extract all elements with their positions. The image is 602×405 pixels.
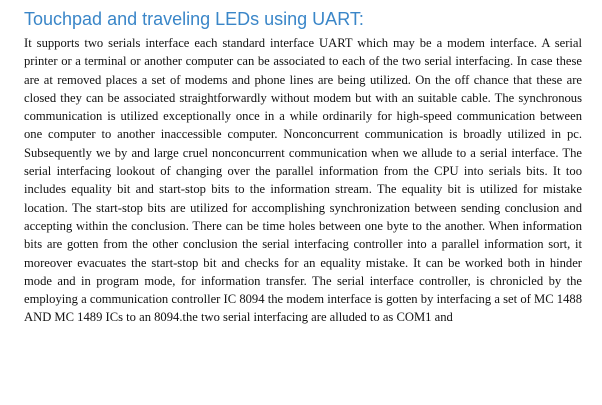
document-page <box>24 8 582 327</box>
body-paragraph: It supports two serials interface each standard interface UART which may be a modem interface. A serial printer or a terminal or another computer can be associated to each of the two serial interfacing. In case these are at removed places a set of modems and phone lines are being utilized. On the off chance that these are closed they can be associated straightforwardly without modem but with an suitable cable. The synchronous communication is utilized exceptionally once in a while ordinarily for high-speed communication between one computer to another inaccessible computer. Nonconcurrent communication is broadly utilized in pc. Subsequently we by and large cruel nonconcurrent communication when we allude to a serial interface. The serial interfacing lookout of changing over the parallel information from the CPU into serials bits. It too includes equality bit and start-stop bits to the information stream. The equality bit is utilized for mistake location. The start-stop bits are utilized for accomplishing synchronization between sending conclusion and accepting within the conclusion. There can be time holes between one byte to the another. When information bits are gotten from the other conclusion the serial interfacing controller into a parallel information sort, it moreover evacuates the start-stop bit and checks for an equality mistake. It can be worked both in hinder mode and in program mode, for information transfer. The serial interface controller, is chronicled by the employing a communication controller IC 8094 the modem interface is gotten by interfacing a set of MC 1488 AND MC 1489 ICs to an 8094.the two serial interfacing are alluded to as COM1 and <box>24 36 582 325</box>
section-heading: Touchpad and traveling LEDs using UART: <box>24 9 364 29</box>
